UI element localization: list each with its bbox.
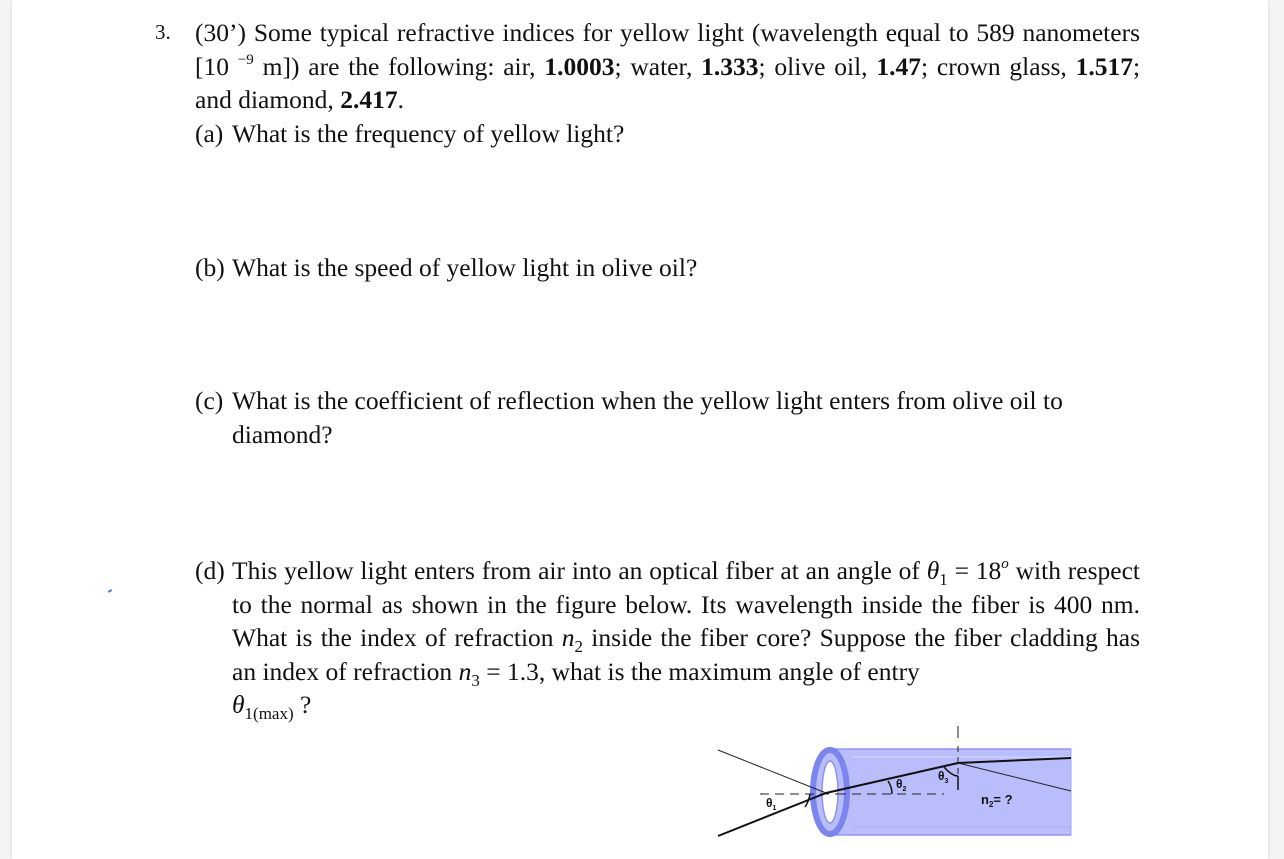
label-diamond: ; and diamond,	[195, 51, 1141, 114]
optical-fiber-figure	[712, 718, 1076, 848]
n2-symbol: n	[561, 623, 575, 652]
n3-symbol: n	[458, 656, 472, 686]
part-b-label: (b)	[195, 253, 225, 282]
question-points: (30’)	[195, 18, 246, 47]
intro-end: .	[397, 85, 404, 114]
theta-value: = 18	[947, 556, 1002, 585]
part-d-text-1: This yellow light enters from air into an optical fiber at an angle of	[232, 556, 920, 585]
part-b	[195, 251, 1140, 285]
label-water: ; water,	[614, 51, 693, 81]
intro-text-b: m]) are the following: air,	[262, 51, 536, 81]
part-c	[195, 384, 1140, 451]
theta-subscript: 1	[939, 570, 948, 589]
part-a-text: What is the frequency of yellow light?	[232, 119, 625, 148]
fiber-core	[825, 749, 1071, 835]
intro-exponent: −9	[237, 51, 254, 68]
label-olive: ; olive oil,	[758, 51, 868, 81]
part-d-text	[232, 554, 1140, 722]
part-d	[195, 554, 1140, 722]
part-c-label: (c)	[195, 386, 224, 415]
index-crown-glass: 1.517	[1075, 51, 1133, 81]
theta-max-symbol: θ	[232, 690, 245, 719]
label-crown: ; crown glass,	[920, 51, 1067, 81]
question-intro	[195, 16, 1140, 117]
theta1-label: $\theta_1$	[766, 796, 777, 812]
theta-max-subscript: 1(max)	[244, 704, 294, 723]
reflected-ray	[718, 750, 826, 793]
question-mark: ?	[293, 690, 312, 719]
part-d-text-4: = 1.3, what is the maximum angle of entry	[479, 656, 920, 686]
part-d-text-2: with respect to the normal as shown in the figure below. Its wavelength inside the fiber is 400 nm. What is the index of refraction	[232, 556, 1141, 652]
index-diamond: 2.417	[340, 85, 398, 114]
part-c-text: What is the coefficient of reflection when the yellow light enters from olive oil to diamond?	[232, 386, 1063, 449]
n3-subscript: 3	[471, 670, 480, 690]
question-number: 3.	[155, 20, 171, 44]
theta3-label: $\theta_3$	[938, 769, 949, 785]
index-olive-oil: 1.47	[876, 51, 921, 81]
degree-symbol: o	[1001, 556, 1009, 572]
intro-text-a: Some typical refractive indices for yellow light (wavelength equal to 589 nanometers [10	[195, 18, 1141, 81]
n2-subscript: 2	[574, 637, 584, 656]
index-water: 1.333	[701, 51, 759, 81]
part-d-text-3: inside the fiber core? Suppose the fiber cladding has an index of refraction	[232, 623, 1140, 686]
index-air: 1.0003	[544, 51, 615, 81]
theta2-label: $\theta_2$	[896, 777, 907, 793]
part-a-label: (a)	[195, 119, 224, 148]
part-a	[195, 117, 1140, 151]
n2-label: $n_2=$ ?	[981, 792, 1013, 809]
theta-symbol: θ	[926, 556, 940, 585]
part-b-text: What is the speed of yellow light in olive oil?	[232, 253, 698, 282]
part-d-label: (d)	[195, 556, 225, 585]
